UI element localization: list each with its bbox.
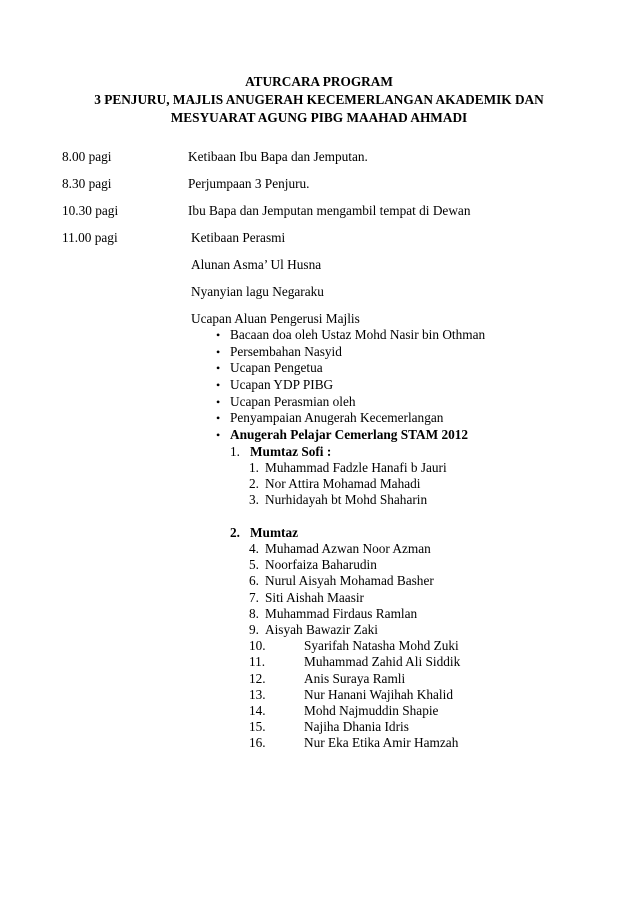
program-bullet-list <box>216 327 485 444</box>
student-name: Muhammad Fadzle Hanafi b Jauri <box>265 460 447 475</box>
award-group-label: Mumtaz <box>250 525 298 540</box>
document-subtitle-line2: MESYUARAT AGUNG PIBG MAAHAD AHMADI <box>170 110 468 125</box>
list-item-text: Ucapan Pengetua <box>230 360 323 376</box>
name-number: 16. <box>249 735 266 751</box>
award-group-label: Mumtaz Sofi : <box>250 444 332 459</box>
program-item-negaraku: Nyanyian lagu Negaraku <box>191 284 324 299</box>
student-name: Nor Attira Mohamad Mahadi <box>265 476 421 492</box>
schedule-time: 8.00 pagi <box>62 149 112 164</box>
list-item <box>216 327 485 344</box>
schedule-time: 11.00 pagi <box>62 230 118 245</box>
name-number: 14. <box>249 702 266 718</box>
document-subtitle-line1: 3 PENJURU, MAJLIS ANUGERAH KECEMERLANGAN AKADEMIK DAN <box>94 92 544 107</box>
name-number: 2. <box>249 476 259 492</box>
bullet-icon: • <box>216 428 221 443</box>
name-number: 9. <box>249 621 259 637</box>
student-name: Muhamad Azwan Noor Azman <box>265 541 431 556</box>
list-item <box>216 410 485 427</box>
bullet-icon: • <box>216 328 221 342</box>
name-number: 6. <box>249 573 259 589</box>
student-name: Siti Aishah Maasir <box>265 589 364 605</box>
student-name: Noorfaiza Baharudin <box>265 557 377 573</box>
name-number: 13. <box>249 686 266 702</box>
list-item <box>249 492 447 508</box>
name-number: 4. <box>249 541 259 556</box>
list-item-text: Anugerah Pelajar Cemerlang STAM 2012 <box>230 427 469 443</box>
student-name: Muhammad Firdaus Ramlan <box>265 605 418 621</box>
list-item <box>249 687 460 703</box>
student-name: Najiha Dhania Idris <box>304 719 409 735</box>
schedule-time: 10.30 pagi <box>62 203 119 218</box>
student-name: Muhammad Zahid Ali Siddik <box>304 654 461 670</box>
name-number: 1. <box>249 460 259 475</box>
list-item-text: Persembahan Nasyid <box>230 343 342 359</box>
award-group-heading <box>230 525 298 541</box>
schedule-time: 8.30 pagi <box>62 176 112 191</box>
student-name: Aisyah Bawazir Zaki <box>265 621 378 637</box>
bullet-icon: • <box>216 411 221 426</box>
list-item <box>249 573 460 589</box>
student-name: Nurul Aisyah Mohamad Basher <box>265 573 434 589</box>
student-name: Anis Suraya Ramli <box>304 670 406 686</box>
list-item <box>249 654 460 670</box>
name-number: 8. <box>249 605 259 621</box>
list-item <box>249 638 460 654</box>
award-group-number: 1. <box>230 444 240 459</box>
bullet-icon: • <box>216 344 221 359</box>
bullet-icon: • <box>216 378 221 393</box>
program-item-asma: Alunan Asma’ Ul Husna <box>191 257 322 272</box>
student-name: Nur Eka Etika Amir Hamzah <box>304 735 459 751</box>
list-item <box>216 344 485 361</box>
program-item-ucapan-aluan: Ucapan Aluan Pengerusi Majlis <box>191 311 360 326</box>
schedule-item: Ketibaan Perasmi <box>191 230 286 245</box>
award-group2-names <box>249 541 460 751</box>
list-item <box>249 541 460 557</box>
student-name: Nur Hanani Wajihah Khalid <box>304 686 453 702</box>
award-group-number: 2. <box>230 525 240 540</box>
schedule-item: Ketibaan Ibu Bapa dan Jemputan. <box>188 149 368 164</box>
list-item <box>249 606 460 622</box>
list-item <box>249 622 460 638</box>
schedule-item: Ibu Bapa dan Jemputan mengambil tempat di Dewan <box>188 203 471 218</box>
list-item <box>216 427 485 444</box>
student-name: Nurhidayah bt Mohd Shaharin <box>265 492 428 508</box>
list-item <box>249 719 460 735</box>
award-group-heading <box>230 444 331 460</box>
name-number: 11. <box>249 654 266 670</box>
bullet-icon: • <box>216 394 221 409</box>
list-item-text: Ucapan YDP PIBG <box>230 377 334 393</box>
list-item <box>249 590 460 606</box>
name-number: 15. <box>249 719 266 735</box>
name-number: 12. <box>249 670 266 686</box>
bullet-icon: • <box>216 361 221 376</box>
list-item <box>216 394 485 411</box>
list-item <box>249 735 460 751</box>
name-number: 5. <box>249 557 259 573</box>
student-name: Syarifah Natasha Mohd Zuki <box>304 638 459 654</box>
document-title: ATURCARA PROGRAM <box>245 74 393 89</box>
list-item <box>249 671 460 687</box>
list-item-text: Bacaan doa oleh Ustaz Mohd Nasir bin Othman <box>230 327 486 342</box>
award-group1-names <box>249 460 447 509</box>
name-number: 7. <box>249 589 259 605</box>
name-number: 3. <box>249 492 259 508</box>
list-item <box>216 360 485 377</box>
list-item <box>249 703 460 719</box>
schedule-item: Perjumpaan 3 Penjuru. <box>188 176 310 191</box>
student-name: Mohd Najmuddin Shapie <box>304 702 439 718</box>
list-item <box>249 557 460 573</box>
list-item <box>249 460 447 476</box>
list-item <box>249 476 447 492</box>
list-item-text: Penyampaian Anugerah Kecemerlangan <box>230 410 444 426</box>
name-number: 10. <box>249 638 266 654</box>
list-item <box>216 377 485 394</box>
list-item-text: Ucapan Perasmian oleh <box>230 393 356 409</box>
